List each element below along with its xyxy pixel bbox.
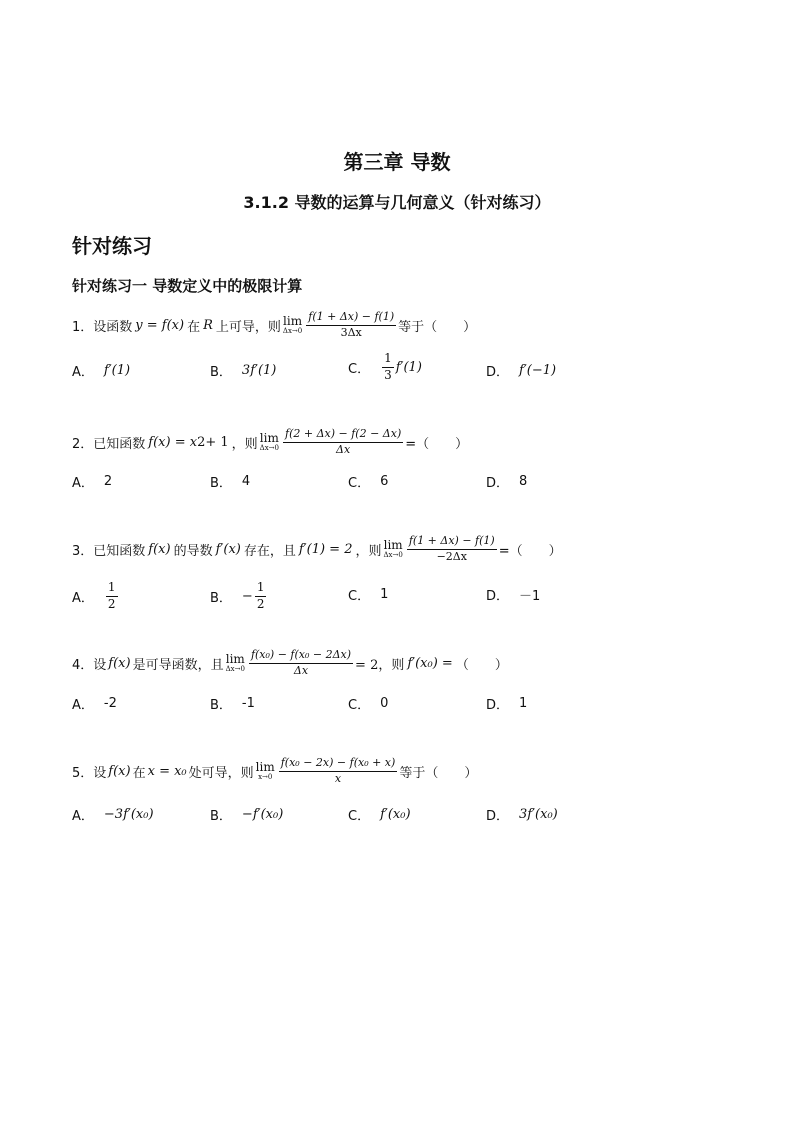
fraction-numerator: 1 [255,581,267,597]
option-label: D． [486,476,510,491]
option-value: 4 [241,474,251,489]
math-expr: f′(1) = 2 [298,541,353,557]
fraction-numerator: f(x₀ − 2x) − f(x₀ + x) [279,757,398,772]
fraction-denominator: x [334,771,342,785]
option-label: D． [486,589,510,604]
option-d [486,472,527,491]
limit [226,653,245,673]
option-label: C． [348,809,371,824]
option-label: B． [210,698,232,713]
fraction-numerator: 1 [106,581,118,597]
question-text: = 2，则 [355,657,405,673]
question-number: 1． [72,319,94,335]
limit [384,539,403,559]
question-text: ，则 [231,436,258,452]
fraction-numerator: 1 [382,352,394,368]
fraction [279,757,398,785]
option-value: 2 [103,474,113,489]
question-text: =（ ） [498,543,562,559]
limit-subscript: Δx→0 [383,551,403,560]
question-text: =（ ） [405,436,469,452]
fraction-denominator: Δx [293,663,309,677]
options-row [0,580,794,611]
question-text: 设函数 [93,319,133,335]
option-value: 3f′(x₀) [519,807,558,822]
option-label: C． [348,589,371,604]
fraction-denominator: −2Δx [436,549,467,563]
fraction-denominator: Δx [336,442,351,456]
option-b [210,361,276,380]
option-label: B． [210,590,232,606]
option-value: 6 [380,474,389,489]
question-1 [72,311,476,339]
chapter-title: 第三章 导数 [343,150,451,174]
option-c [348,585,388,604]
option-label: B． [210,365,232,380]
option-d [486,361,556,380]
subheading: 针对练习一 导数定义中的极限计算 [72,277,303,295]
fraction-denominator: 3 [384,367,392,382]
limit-word: lim [255,760,275,775]
option-label: C． [348,698,371,713]
fraction-denominator: 2 [107,596,116,611]
option-a [72,581,120,612]
limit-word: lim [259,431,279,446]
option-b [210,472,250,491]
option-value: f′(−1) [519,363,557,378]
option-label: D． [486,365,510,380]
option-b [210,581,268,612]
fraction [249,649,353,677]
section-title: 3.1.2 导数的运算与几何意义（针对练习） [243,193,551,212]
option-value: f′(1) [103,363,131,378]
question-3 [72,535,562,563]
math-expr: x = x₀ [147,763,187,779]
option-label: B． [210,809,232,824]
option-label: A． [72,476,94,491]
option-value: 3f′(1) [241,363,277,378]
question-number: 4． [72,657,94,673]
option-value: f′(x₀) [380,807,411,822]
option-value: −3f′(x₀) [103,807,154,822]
limit [283,315,302,335]
fraction-numerator: f(1 + Δx) − f(1) [407,535,497,550]
option-value: 1 [380,587,389,602]
option-label: C． [348,361,371,377]
limit-subscript: Δx→0 [282,327,303,336]
fraction [382,352,394,383]
option-b [210,805,283,824]
fraction-denominator: 2 [256,596,265,611]
math-expr: + 1 [205,434,229,450]
fraction-numerator: f(2 + Δx) − f(2 − Δx) [283,428,403,443]
option-a [72,805,154,824]
fraction-numerator: f(1 + Δx) − f(1) [306,311,396,326]
option-label: D． [486,809,510,824]
math-expr: f′(x) [215,541,241,557]
options-row [0,694,794,714]
fraction-denominator: 3Δx [340,325,362,339]
math-expr: R [203,317,213,333]
option-a [72,361,130,380]
option-value: 8 [519,474,528,489]
options-row [0,805,794,827]
question-text: 在 [187,319,201,335]
fraction [407,535,497,563]
limit-word: lim [225,652,245,667]
option-label: A． [72,590,94,606]
question-text: 处可导，则 [188,765,254,781]
fraction [106,581,118,612]
math-expr: y = f(x) [135,317,185,333]
limit-word: lim [383,538,403,553]
question-text: 已知函数 [93,543,146,559]
math-expr: f(x) = x [148,434,198,450]
option-value: 1 [519,696,528,711]
question-text: 设 [93,765,107,781]
question-text: 的导数 [173,543,213,559]
fraction [255,581,267,612]
math-expr: f′(x₀) = [407,655,453,671]
question-text: 在 [132,765,146,781]
limit [260,432,279,452]
fraction [306,311,396,339]
question-text: 设 [93,657,107,673]
limit-word: lim [283,314,303,329]
question-text: 是可导函数，且 [132,657,224,673]
option-label: B． [210,476,232,491]
options-row [0,351,794,383]
question-text: 等于（ ） [399,765,478,781]
option-d [486,585,540,604]
fraction [283,428,403,456]
options-row [0,472,794,492]
question-number: 2． [72,436,94,452]
question-number: 5． [72,765,94,781]
exponent: 2 [197,434,206,450]
option-d [486,805,558,824]
option-c [348,805,411,824]
option-value: 0 [380,696,389,711]
option-b [210,694,255,713]
limit-subscript: Δx→0 [225,665,245,674]
option-value: -2 [103,696,117,711]
question-text: ，则 [355,543,382,559]
limit-subscript: Δx→0 [259,444,279,453]
option-value: −f′(x₀) [241,807,284,822]
option-d [486,694,527,713]
option-c [348,352,422,383]
heading: 针对练习 [72,234,152,258]
option-value: -1 [241,696,255,711]
question-text: 上可导，则 [215,319,281,335]
math-expr: f(x) [108,763,131,779]
question-text: 已知函数 [93,436,146,452]
option-label: D． [486,698,510,713]
option-value: f′(1) [395,359,422,375]
option-sign: − [241,588,253,604]
question-5 [72,757,477,785]
option-label: C． [348,476,371,491]
option-c [348,694,388,713]
option-a [72,472,112,491]
question-4 [72,649,508,677]
option-value: －1 [519,589,541,604]
question-text: 存在，且 [243,543,296,559]
question-2 [72,428,468,456]
question-text: 等于（ ） [398,319,477,335]
math-expr: f(x) [108,655,131,671]
question-number: 3． [72,543,94,559]
option-label: A． [72,809,94,824]
option-a [72,694,117,713]
limit [256,761,275,781]
limit-subscript: x→0 [258,773,273,782]
math-expr: f(x) [148,541,171,557]
question-text: （ ） [455,657,508,673]
fraction-numerator: f(x₀) − f(x₀ − 2Δx) [249,649,353,664]
option-c [348,472,388,491]
option-label: A． [72,365,94,380]
option-label: A． [72,698,94,713]
